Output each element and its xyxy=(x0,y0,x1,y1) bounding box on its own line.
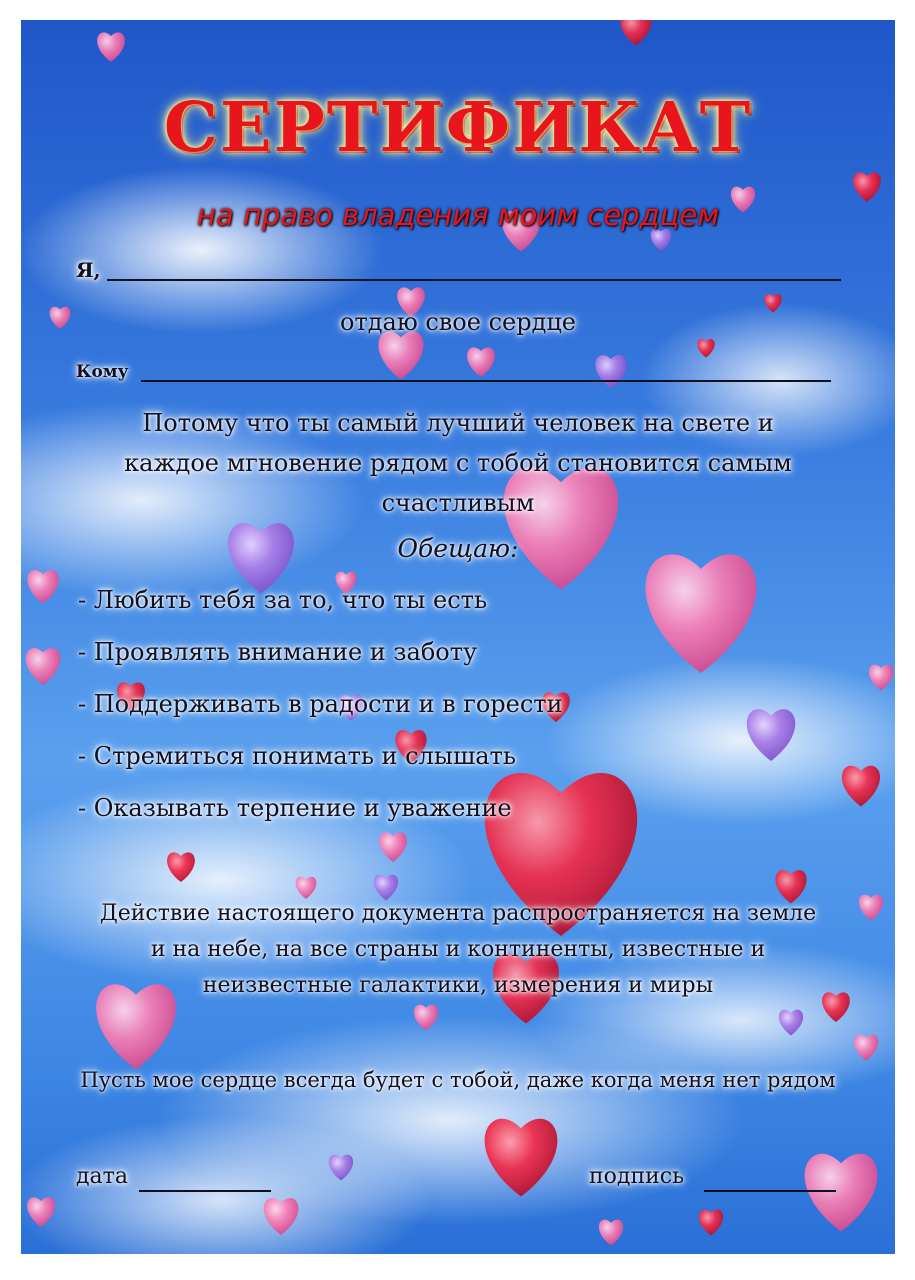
promise-item-2: - Проявлять внимание и заботу xyxy=(78,638,478,666)
to-label: Кому xyxy=(76,362,129,382)
certificate-content xyxy=(21,20,895,1254)
signature-label: подпись xyxy=(589,1164,685,1189)
promise-item-1: - Любить тебя за то, что ты есть xyxy=(78,586,488,614)
reason-line-3: счастливым xyxy=(381,489,535,517)
wish-text: Пусть мое сердце всегда будет с тобой, даже когда меня нет рядом xyxy=(80,1068,836,1092)
promise-heading: Обещаю: xyxy=(397,534,519,563)
date-label: дата xyxy=(76,1164,128,1189)
name-line[interactable] xyxy=(107,279,841,281)
reason-line-1: Потому что ты самый лучший человек на свете и xyxy=(142,409,774,437)
promise-item-4: - Стремиться понимать и слышать xyxy=(78,742,516,770)
certificate-title: СЕРТИФИКАТ xyxy=(163,88,753,168)
promise-item-3: - Поддерживать в радости и в горести xyxy=(78,690,563,718)
date-line[interactable] xyxy=(139,1190,271,1192)
validity-line-1: Действие настоящего документа распространяется на земле xyxy=(99,901,817,926)
i-label: Я, xyxy=(76,258,101,282)
give-heart-text: отдаю свое сердце xyxy=(340,308,576,336)
certificate-subtitle: на право владения моим сердцем xyxy=(196,198,720,232)
promise-item-5: - Оказывать терпение и уважение xyxy=(78,794,512,822)
validity-line-3: неизвестные галактики, измерения и миры xyxy=(202,973,714,998)
reason-line-2: каждое мгновение рядом с тобой становится самым xyxy=(124,449,792,477)
certificate-card xyxy=(21,20,895,1254)
signature-line[interactable] xyxy=(704,1190,836,1192)
recipient-line[interactable] xyxy=(141,380,831,382)
validity-line-2: и на небе, на все страны и континенты, известные и xyxy=(150,937,766,962)
